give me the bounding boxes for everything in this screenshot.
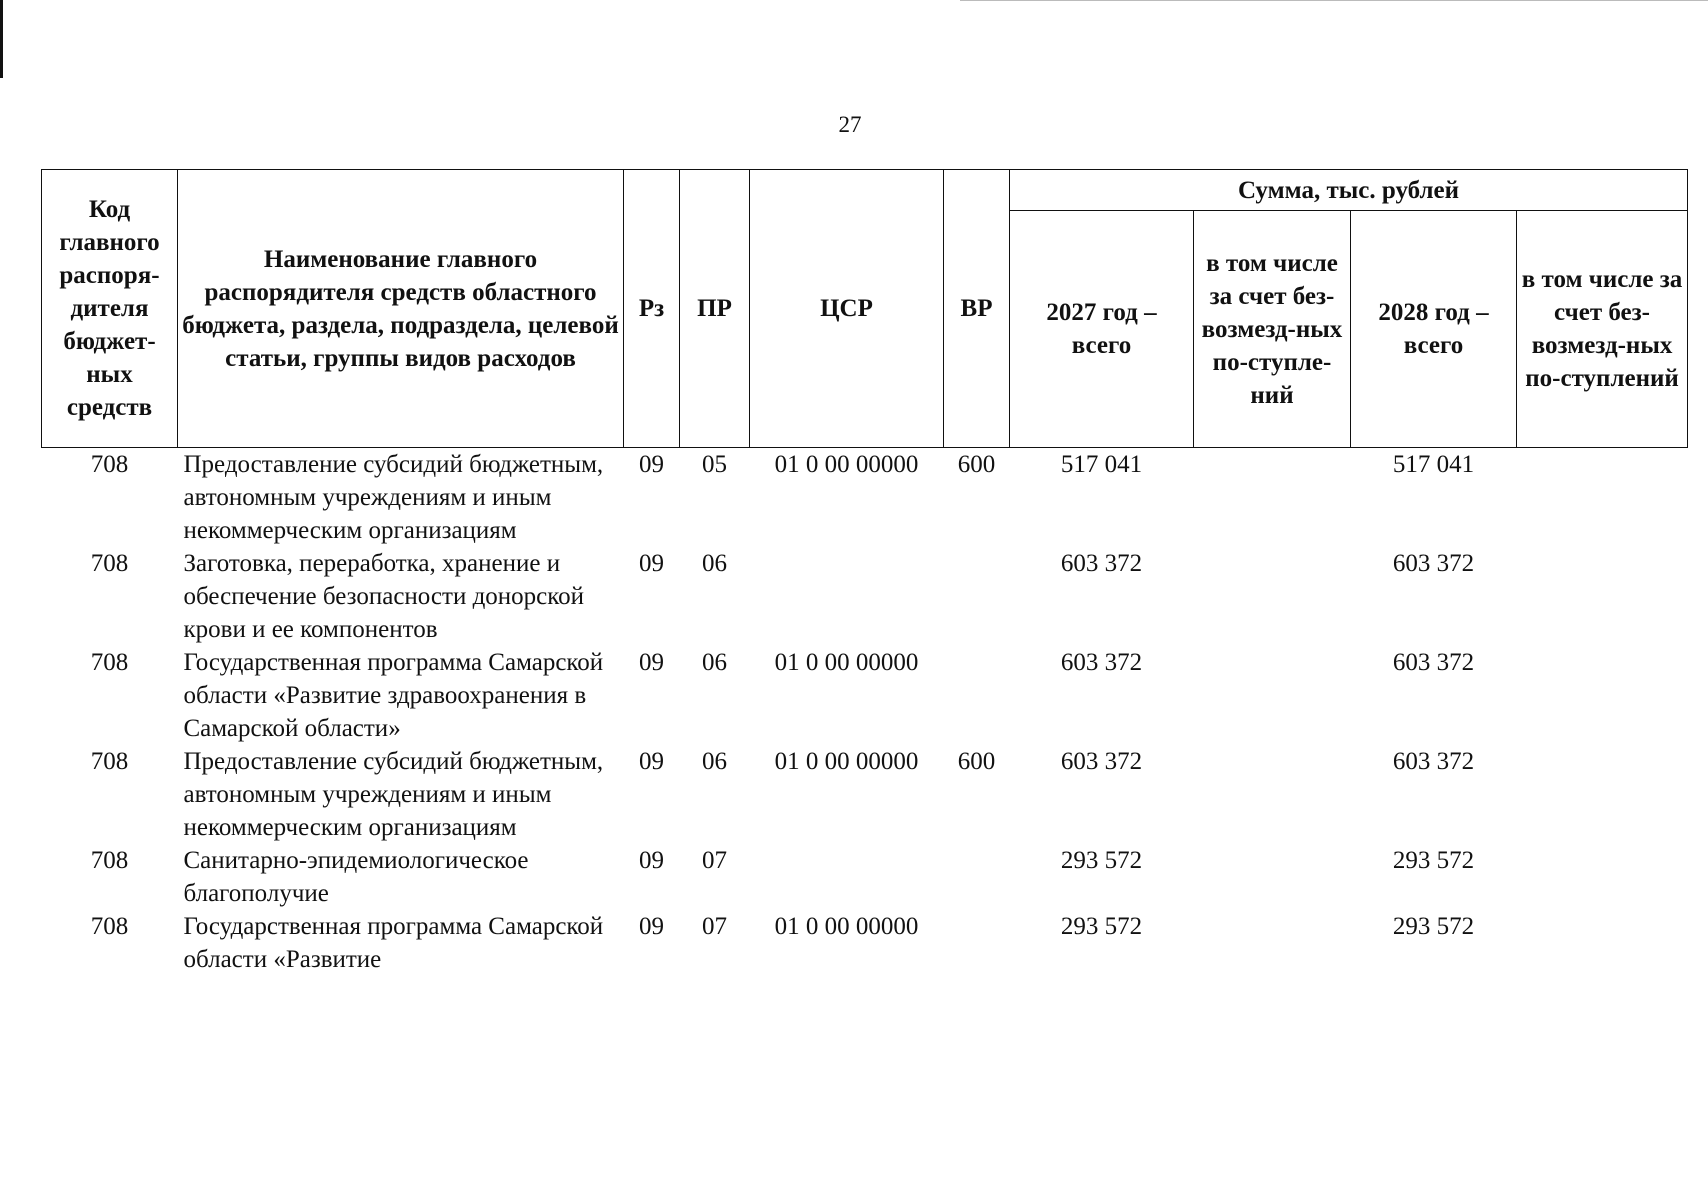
cell-2028-free <box>1517 844 1688 910</box>
table-row <box>42 745 1688 844</box>
cell-rz: 09 <box>639 913 664 940</box>
cell-vr: 600 <box>957 748 996 775</box>
cell-vr <box>944 910 1010 976</box>
cell-2028-total: 603 372 <box>1392 748 1475 775</box>
cell-2028-total: 517 041 <box>1392 451 1475 478</box>
header-2027-total: 2027 год – всего <box>1010 211 1194 448</box>
cell-csr <box>750 547 944 646</box>
cell-2027-free <box>1194 844 1351 910</box>
header-code: Код главного распоря-дителя бюджет-ных средств <box>42 170 178 448</box>
table-row <box>42 448 1688 548</box>
cell-2027-free <box>1194 910 1351 976</box>
scan-edge-left <box>0 0 3 78</box>
cell-pr: 06 <box>702 550 727 577</box>
cell-2027-total: 293 572 <box>1060 847 1143 874</box>
header-2028-total: 2028 год – всего <box>1351 211 1517 448</box>
cell-rz: 09 <box>639 847 664 874</box>
cell-2027-free <box>1194 448 1351 548</box>
cell-rz: 09 <box>639 748 664 775</box>
cell-csr: 01 0 00 00000 <box>774 649 919 676</box>
cell-2028-total: 293 572 <box>1392 913 1475 940</box>
cell-2028-free <box>1517 547 1688 646</box>
cell-csr <box>750 844 944 910</box>
cell-2028-free <box>1517 448 1688 548</box>
cell-2027-total: 603 372 <box>1060 550 1143 577</box>
cell-rz: 09 <box>639 550 664 577</box>
scan-edge-top <box>960 0 1708 1</box>
table-row <box>42 547 1688 646</box>
table-row <box>42 844 1688 910</box>
cell-vr <box>944 844 1010 910</box>
cell-code: 708 <box>90 913 129 940</box>
cell-rz: 09 <box>639 649 664 676</box>
cell-name: Государственная программа Самарской области «Развитие здравоохранения в Самарской области» <box>183 649 604 742</box>
cell-vr: 600 <box>957 451 996 478</box>
table-body <box>42 448 1688 977</box>
table-row <box>42 646 1688 745</box>
page-number: 27 <box>838 112 862 137</box>
cell-name: Заготовка, переработка, хранение и обеспечение безопасности донорской крови и ее компонентов <box>183 550 585 643</box>
cell-vr <box>944 646 1010 745</box>
cell-vr <box>944 547 1010 646</box>
cell-2027-free <box>1194 547 1351 646</box>
cell-pr: 06 <box>702 649 727 676</box>
cell-rz: 09 <box>639 451 664 478</box>
cell-name: Санитарно-эпидемиологическое благополучие <box>183 847 529 907</box>
cell-2028-total: 603 372 <box>1392 550 1475 577</box>
header-vr: ВР <box>944 170 1010 448</box>
cell-2027-total: 603 372 <box>1060 748 1143 775</box>
cell-csr: 01 0 00 00000 <box>774 451 919 478</box>
header-csr: ЦСР <box>750 170 944 448</box>
cell-2028-free <box>1517 910 1688 976</box>
cell-csr: 01 0 00 00000 <box>774 913 919 940</box>
cell-code: 708 <box>90 550 129 577</box>
cell-2028-free <box>1517 745 1688 844</box>
cell-2027-free <box>1194 646 1351 745</box>
header-2028-free: в том числе за счет без-возмезд-ных по-ступлений <box>1517 211 1688 448</box>
header-2027-free: в том числе за счет без-возмезд-ных по-ступле-ний <box>1194 211 1351 448</box>
cell-2028-total: 603 372 <box>1392 649 1475 676</box>
cell-2027-free <box>1194 745 1351 844</box>
cell-2027-total: 293 572 <box>1060 913 1143 940</box>
cell-2028-free <box>1517 646 1688 745</box>
cell-2028-total: 293 572 <box>1392 847 1475 874</box>
cell-pr: 05 <box>702 451 727 478</box>
cell-2027-total: 517 041 <box>1060 451 1143 478</box>
cell-csr: 01 0 00 00000 <box>774 748 919 775</box>
header-pr: ПР <box>680 170 750 448</box>
cell-code: 708 <box>90 847 129 874</box>
table-header <box>42 170 1688 448</box>
cell-pr: 07 <box>702 847 727 874</box>
budget-table <box>41 169 1688 976</box>
cell-pr: 07 <box>702 913 727 940</box>
header-name: Наименование главного распорядителя средств областного бюджета, раздела, подраздела, целевой статьи, группы видов расходов <box>178 170 624 448</box>
header-rz: Рз <box>624 170 680 448</box>
cell-code: 708 <box>90 748 129 775</box>
cell-2027-total: 603 372 <box>1060 649 1143 676</box>
cell-code: 708 <box>90 649 129 676</box>
table-row <box>42 910 1688 976</box>
header-sum-group: Сумма, тыс. рублей <box>1010 170 1688 211</box>
cell-code: 708 <box>90 451 129 478</box>
cell-name: Предоставление субсидий бюджетным, автономным учреждениям и иным некоммерческим организациям <box>183 748 604 841</box>
cell-pr: 06 <box>702 748 727 775</box>
cell-name: Предоставление субсидий бюджетным, автономным учреждениям и иным некоммерческим организациям <box>183 451 604 544</box>
cell-name: Государственная программа Самарской области «Развитие <box>183 913 604 973</box>
